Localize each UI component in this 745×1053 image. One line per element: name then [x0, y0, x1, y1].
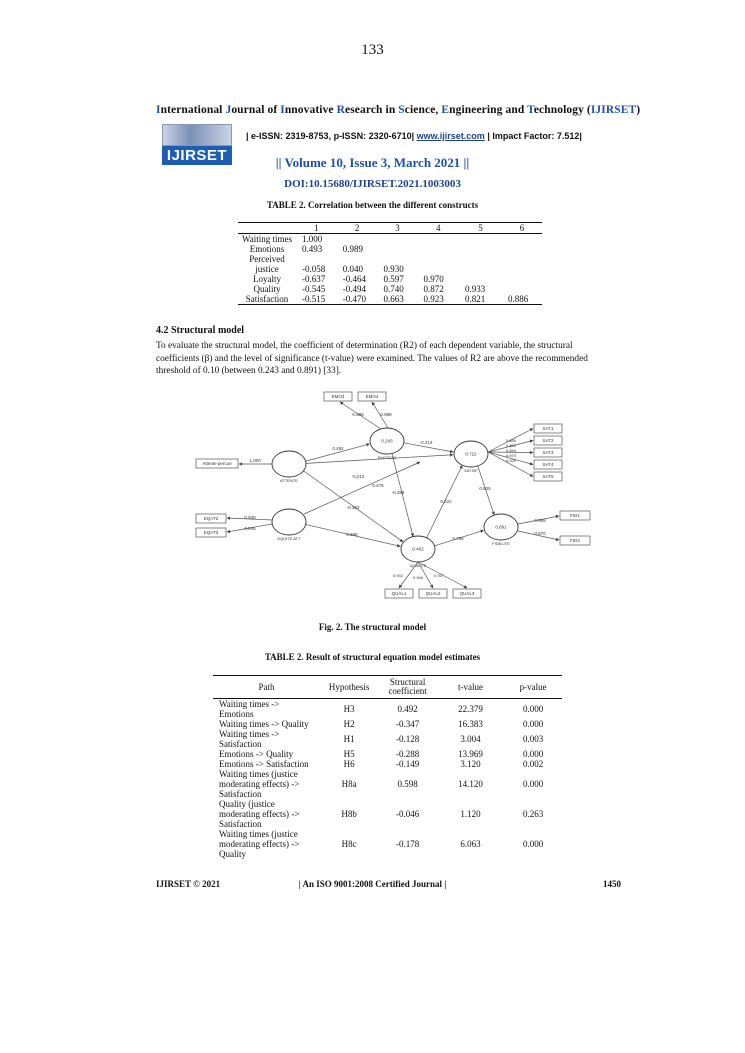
- table-cell: 0.493: [302, 244, 323, 254]
- table-cell: 3.004: [460, 734, 481, 744]
- loading-value: 0.969: [534, 518, 546, 523]
- table-cell: [502, 284, 542, 294]
- table-cell: [459, 264, 502, 274]
- table-cell: -0.149: [395, 759, 420, 769]
- journal-title-part: E: [441, 104, 450, 116]
- table-cell: 16.383: [458, 719, 483, 729]
- latent-variable-label: ATTENTE: [280, 478, 298, 483]
- journal-title-part: I: [156, 104, 161, 116]
- indicator-box-label: SAT2: [542, 438, 554, 444]
- page-number: 133: [361, 42, 384, 58]
- indicator-box-label: FID2: [570, 538, 580, 544]
- logo-graphic: [162, 124, 232, 146]
- path-cell: Waiting times -> Emotions: [219, 699, 280, 719]
- table-cell: [418, 254, 459, 264]
- table-cell: 0.597: [383, 274, 404, 284]
- table-row: [213, 749, 562, 759]
- table-row: [238, 274, 542, 284]
- indicator-box-label: EMO3: [331, 394, 345, 400]
- table-cell: -0.464: [342, 274, 367, 284]
- path-cell: Waiting times (justice moderating effects) -> Satisfaction: [219, 769, 300, 799]
- journal-title-part: cience,: [404, 104, 442, 116]
- table-cell: 22.379: [458, 704, 483, 714]
- table-header-cell: 4: [418, 223, 459, 234]
- table-cell: -0.545: [302, 284, 326, 294]
- table-row: [213, 769, 562, 799]
- latent-variable-label: EQUITE ATT: [277, 536, 301, 541]
- table-cell: 0.598: [397, 779, 418, 789]
- indicator-box-label: EQAT3: [203, 530, 219, 536]
- journal-title-part: IJIRSET: [590, 104, 637, 116]
- footer-page-number: 1450: [603, 879, 621, 889]
- table-cell: 0.970: [423, 274, 444, 284]
- table-header-cell: [238, 223, 296, 234]
- path-cell: Waiting times -> Satisfaction: [219, 729, 280, 749]
- table-cell: H8b: [341, 809, 357, 819]
- table-cell: [502, 244, 542, 254]
- table-cell: [418, 244, 459, 254]
- journal-title-part: R: [336, 104, 346, 116]
- path-coefficient: -0.212: [351, 474, 365, 479]
- loading-value: 0.929: [505, 458, 517, 463]
- table-cell: -0.347: [395, 719, 420, 729]
- table-header-cell: 1: [296, 223, 337, 234]
- table-row: [238, 284, 542, 294]
- table-cell: [459, 254, 502, 264]
- table1-caption: TABLE 2. Correlation between the different constructs: [266, 200, 479, 210]
- impact-factor: | Impact Factor: 7.512|: [484, 131, 582, 141]
- row-label: Satisfaction: [238, 294, 296, 305]
- r-squared-value: 0.891: [495, 524, 507, 530]
- table-cell: [337, 234, 378, 245]
- latent-variable-label: FIDELITE: [492, 541, 510, 546]
- table-header-cell: 5: [459, 223, 502, 234]
- table-row: [213, 699, 562, 720]
- table-cell: 0.933: [465, 284, 486, 294]
- r-squared-value: 0.722: [465, 451, 477, 457]
- body-paragraph: To evaluate the structural model, the coefficient of determination (R2) of each dependent variable, the structural coefficients (β) and the level of significance (t-value) were examined. The values of R2 are above the recommended threshold of 0.10 (between 0.243 and 0.891) [33].: [156, 341, 588, 377]
- table-header-cell: t-value: [437, 676, 504, 699]
- latent-variable: [272, 509, 306, 535]
- table-cell: 0.886: [502, 294, 542, 305]
- table-row: [213, 729, 562, 749]
- table-cell: [418, 234, 459, 245]
- path-coefficient: 0.475: [372, 483, 384, 488]
- row-label: Waiting times: [242, 234, 293, 244]
- table-cell: 0.000: [523, 779, 544, 789]
- table-cell: -0.515: [296, 294, 337, 305]
- table-header-cell: Structural coefficient: [378, 676, 436, 699]
- table-cell: [459, 244, 502, 254]
- volume-line: || Volume 10, Issue 3, March 2021 ||: [275, 155, 470, 170]
- loading-value: 0.970: [534, 531, 546, 536]
- path-cell: Quality (justice moderating effects) -> Satisfaction: [219, 799, 300, 829]
- table-cell: [337, 254, 378, 264]
- table-cell: H6: [343, 759, 355, 769]
- journal-title-part: ngineering and: [449, 104, 528, 116]
- journal-title: [156, 104, 640, 116]
- table-cell: 0.663: [378, 294, 418, 305]
- table-cell: H1: [343, 734, 355, 744]
- indicator-box-label: SAT1: [542, 426, 554, 432]
- table-cell: [502, 234, 542, 245]
- latent-variable: [272, 451, 306, 477]
- table-cell: H5: [343, 749, 355, 759]
- loading-value: 0.988: [380, 412, 392, 417]
- loading-value: 0.927: [433, 573, 445, 578]
- table-cell: 1.000: [302, 234, 323, 244]
- table-cell: 0.923: [418, 294, 459, 305]
- indicator-box-label: Attente percue: [202, 461, 232, 467]
- table-cell: 0.003: [523, 734, 544, 744]
- table-row: [238, 264, 542, 274]
- table-header-cell: 2: [337, 223, 378, 234]
- indicator-box-label: EMO4: [365, 394, 379, 400]
- latent-variable-label: SATISF: [464, 468, 478, 473]
- table-cell: 0.740: [383, 284, 404, 294]
- table-cell: -0.470: [337, 294, 378, 305]
- table-cell: 0.002: [523, 759, 544, 769]
- issn-line: [246, 131, 582, 141]
- section-heading: 4.2 Structural model: [156, 325, 245, 336]
- loading-value: 0.870: [505, 453, 517, 458]
- loading-value: 1.000: [249, 458, 261, 463]
- table-cell: 0.821: [459, 294, 502, 305]
- indicator-box-label: SAT5: [542, 474, 554, 480]
- table-header-cell: 6: [502, 223, 542, 234]
- loading-value: 0.989: [352, 412, 364, 417]
- table-cell: -0.494: [342, 284, 367, 294]
- table-row: [213, 829, 562, 859]
- table-cell: -0.637: [302, 274, 326, 284]
- journal-title-part: S: [398, 104, 405, 116]
- table-cell: 0.989: [342, 244, 364, 254]
- latent-variable-label: EMOTION: [377, 455, 397, 460]
- indicator-box-label: QUAL3: [459, 591, 475, 597]
- journal-title-part: echnology (: [533, 104, 591, 116]
- table-cell: -0.178: [395, 839, 420, 849]
- table-header-row: [213, 676, 562, 699]
- issn-text: | e-ISSN: 2319-8753, p-ISSN: 2320-6710|: [246, 131, 417, 141]
- indicator-box-label: FID1: [570, 513, 580, 519]
- loading-value: 0.892: [505, 443, 517, 448]
- footer-certification: | An ISO 9001:2008 Certified Journal |: [298, 879, 447, 889]
- table-cell: H8a: [341, 779, 357, 789]
- table-cell: [459, 234, 502, 245]
- loading-value: 0.945: [244, 526, 256, 531]
- journal-title-part: T: [527, 104, 534, 116]
- row-label: Quality: [253, 284, 281, 294]
- table-header-cell: 3: [378, 223, 418, 234]
- table-cell: 14.120: [458, 779, 483, 789]
- table-cell: 0.000: [523, 704, 544, 714]
- table-row: [238, 234, 542, 245]
- table-header-cell: Path: [213, 676, 320, 699]
- loading-value: 0.932: [392, 573, 404, 578]
- path-coefficient: 0.492: [332, 446, 344, 451]
- table-cell: -0.046: [395, 809, 420, 819]
- structural-model-figure: [188, 386, 598, 606]
- path-cell: Waiting times (justice moderating effects) -> Quality: [219, 829, 300, 859]
- table-cell: H3: [343, 704, 355, 714]
- loading-value: 0.894: [505, 448, 517, 453]
- table-row: [213, 759, 562, 769]
- path-coefficient: 0.598: [346, 532, 358, 537]
- table-cell: [378, 234, 418, 245]
- table-cell: [502, 254, 542, 264]
- table-cell: [502, 274, 542, 284]
- journal-title-part: nternational: [160, 104, 226, 116]
- table-cell: H8c: [341, 839, 357, 849]
- table-cell: 1.120: [460, 809, 481, 819]
- table-cell: -0.058: [302, 264, 326, 274]
- table2-caption: TABLE 2. Result of structural equation model estimates: [264, 652, 481, 662]
- row-label: Loyalty: [253, 274, 282, 284]
- table-cell: 0.872: [423, 284, 444, 294]
- logo-text: IJIRSET: [162, 146, 232, 165]
- footer-copyright: IJIRSET © 2021: [156, 879, 221, 889]
- path-cell: Emotions -> Satisfaction: [219, 759, 309, 769]
- table-cell: -0.288: [395, 749, 420, 759]
- table-cell: H2: [343, 719, 355, 729]
- table-cell: [459, 274, 502, 284]
- loading-value: 0.946: [412, 575, 424, 580]
- indicator-box-label: QUAL2: [425, 591, 441, 597]
- table-cell: -0.128: [395, 734, 420, 744]
- table-cell: 0.000: [523, 839, 544, 849]
- table-cell: [378, 244, 418, 254]
- indicator-box-label: SAT3: [542, 450, 554, 456]
- table-header-cell: p-value: [504, 676, 562, 699]
- table-header-cell: Hypothesis: [320, 676, 378, 699]
- row-label: Emotions: [249, 244, 285, 254]
- table-cell: 0.492: [397, 704, 418, 714]
- table-cell: [502, 264, 542, 274]
- table-cell: [378, 254, 418, 264]
- table-cell: 6.063: [460, 839, 481, 849]
- path-coefficient: -0.288: [391, 490, 405, 495]
- doi-line: DOI:10.15680/IJIRSET.2021.1003003: [284, 178, 461, 190]
- table-cell: [296, 254, 337, 264]
- table-cell: 3.120: [460, 759, 481, 769]
- indicator-box-label: EQAT2: [203, 516, 219, 522]
- table-cell: 0.000: [523, 719, 544, 729]
- table-cell: 0.263: [523, 809, 544, 819]
- table-header-row: [238, 223, 542, 234]
- path-coefficient: -0.363: [346, 505, 360, 510]
- table-row: [238, 294, 542, 305]
- journal-title-part: ournal of: [231, 104, 281, 116]
- table-cell: 13.969: [458, 749, 483, 759]
- table-row: [213, 799, 562, 829]
- table-cell: 0.040: [342, 264, 364, 274]
- table-row: [238, 254, 542, 264]
- latent-variable-label: QUALITE: [409, 563, 427, 568]
- path-cell: Emotions -> Quality: [219, 749, 294, 759]
- row-label: Perceived: [249, 254, 285, 264]
- journal-title-part: I: [280, 104, 285, 116]
- table-cell: 0.000: [523, 749, 544, 759]
- table-row: [238, 244, 542, 254]
- indicator-box-label: QUAL1: [391, 591, 407, 597]
- journal-title-part: esearch in: [345, 104, 399, 116]
- journal-title-part: J: [225, 104, 232, 116]
- r-squared-value: 0.243: [381, 438, 393, 444]
- path-arrow: [304, 462, 420, 514]
- indicator-box-label: SAT4: [542, 462, 554, 468]
- table-cell: 0.930: [383, 264, 404, 274]
- correlation-table: [238, 222, 542, 305]
- path-coefficient: 0.825: [479, 486, 491, 491]
- table-row: [213, 719, 562, 729]
- journal-title-part: ): [636, 104, 641, 116]
- loading-value: 0.930: [244, 515, 256, 520]
- figure-caption: Fig. 2. The structural model: [318, 622, 427, 632]
- row-label: justice: [255, 264, 279, 274]
- journal-link[interactable]: www.ijirset.com: [416, 131, 485, 141]
- journal-title-part: nnovative: [284, 104, 337, 116]
- path-coefficient: -0.213: [419, 440, 433, 445]
- path-coefficient: 0.756: [452, 536, 464, 541]
- table-cell: [418, 264, 459, 274]
- r-squared-value: 0.462: [412, 546, 424, 552]
- path-coefficient: 0.222: [440, 499, 452, 504]
- loading-value: 0.849: [505, 438, 517, 443]
- sem-estimates-table: [213, 675, 562, 859]
- path-cell: Waiting times -> Quality: [219, 719, 309, 729]
